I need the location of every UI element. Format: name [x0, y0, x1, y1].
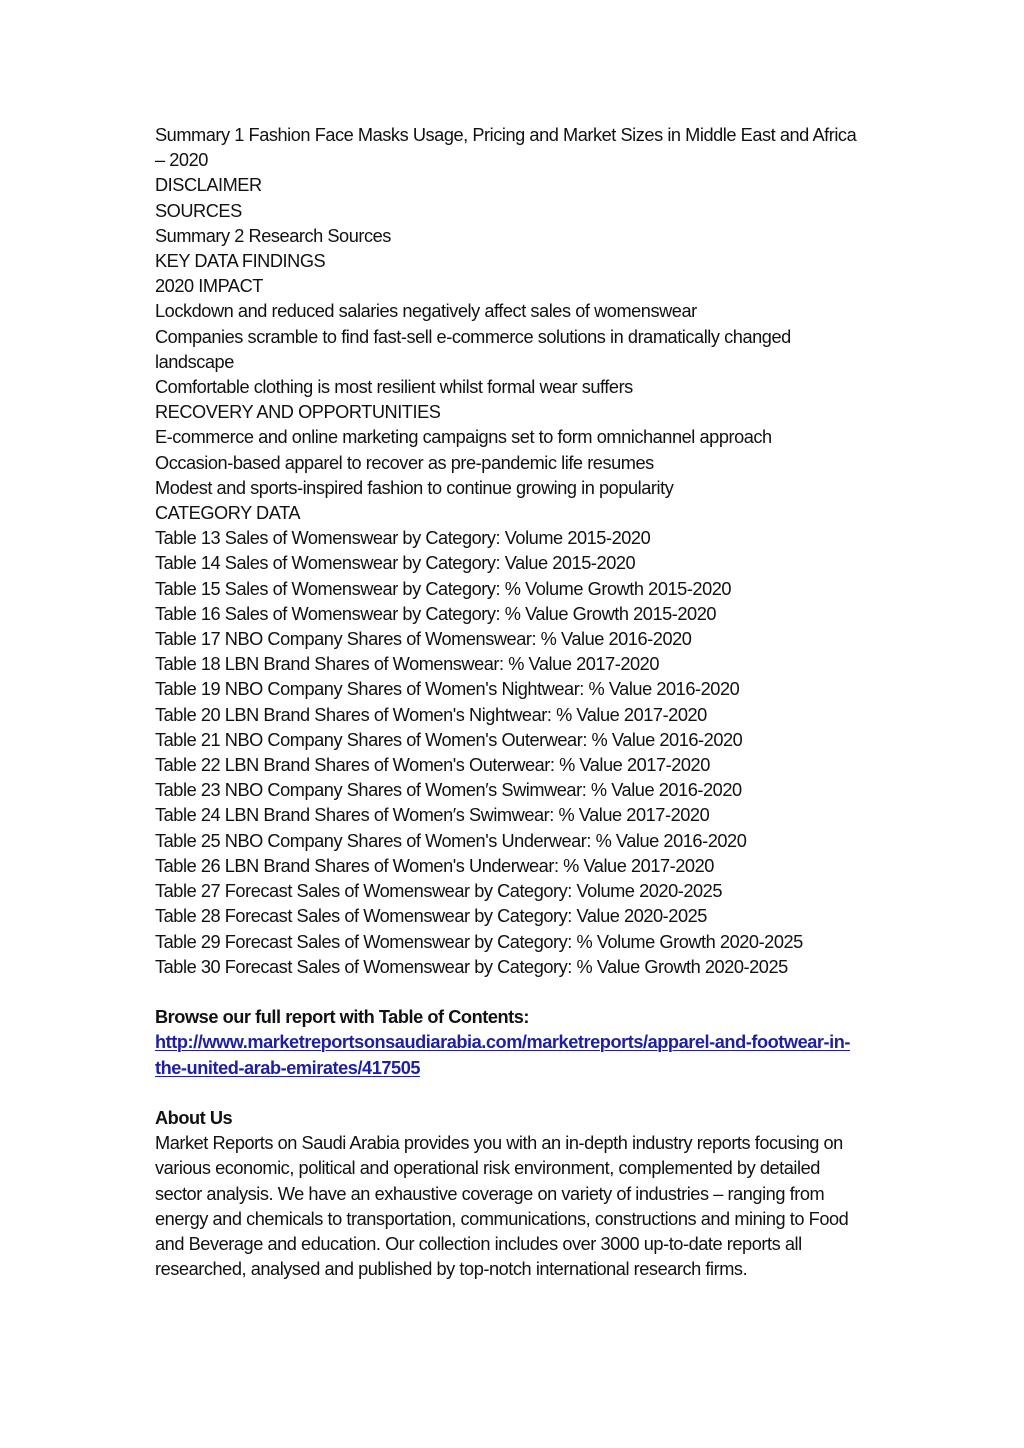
about-body-text: Market Reports on Saudi Arabia provides you with an in-depth industry reports focusing on various economic, political and operational risk environment, complemented by detailed sector analysis. We have an exhaustive coverage on variety of industries – ranging from energy and chemicals to transportation, communications, constructions and mining to Food and Beverage and education. Our collection includes over 3000 up-to-date reports all researched, analysed and published by top-notch international research firms. [155, 1133, 849, 1280]
about-heading: About Us [155, 1107, 233, 1128]
toc-category-data: CATEGORY DATA [155, 503, 301, 524]
toc-table-14: Table 14 Sales of Womenswear by Category: Value 2015-2020 [155, 553, 636, 574]
toc-disclaimer: DISCLAIMER [155, 175, 262, 196]
toc-recovery-and-opportunities: RECOVERY AND OPPORTUNITIES [155, 402, 441, 423]
toc-table-15: Table 15 Sales of Womenswear by Category: % Volume Growth 2015-2020 [155, 578, 732, 599]
toc-table-16: Table 16 Sales of Womenswear by Category: % Value Growth 2015-2020 [155, 603, 717, 624]
table-of-contents [155, 123, 865, 980]
toc-sources: SOURCES [155, 200, 242, 221]
toc-key-data-findings: KEY DATA FINDINGS [155, 251, 326, 272]
toc-table-26: Table 26 LBN Brand Shares of Women's Underwear: % Value 2017-2020 [155, 855, 714, 876]
document-page [155, 123, 865, 1282]
toc-table-23: Table 23 NBO Company Shares of Women′s Swimwear: % Value 2016-2020 [155, 780, 742, 801]
toc-table-24: Table 24 LBN Brand Shares of Women′s Swimwear: % Value 2017-2020 [155, 805, 710, 826]
toc-item: E-commerce and online marketing campaigns set to form omnichannel approach [155, 427, 772, 448]
spacer [155, 980, 865, 1005]
toc-item: Companies scramble to find fast-sell e-commerce solutions in dramatically changed landscape [155, 326, 791, 372]
toc-table-13: Table 13 Sales of Womenswear by Category: Volume 2015-2020 [155, 528, 651, 549]
toc-table-18: Table 18 LBN Brand Shares of Womenswear: % Value 2017-2020 [155, 654, 660, 675]
browse-section [155, 1005, 865, 1081]
toc-table-28: Table 28 Forecast Sales of Womenswear by Category: Value 2020-2025 [155, 906, 707, 927]
toc-2020-impact: 2020 IMPACT [155, 276, 263, 297]
browse-heading: Browse our full report with Table of Contents: [155, 1007, 530, 1028]
toc-item: Modest and sports-inspired fashion to continue growing in popularity [155, 477, 674, 498]
toc-table-17: Table 17 NBO Company Shares of Womenswear: % Value 2016-2020 [155, 629, 692, 650]
toc-table-30: Table 30 Forecast Sales of Womenswear by Category: % Value Growth 2020-2025 [155, 956, 788, 977]
toc-summary-1: Summary 1 Fashion Face Masks Usage, Pricing and Market Sizes in Middle East and Africa – 2020 [155, 125, 857, 171]
toc-item: Lockdown and reduced salaries negatively affect sales of womenswear [155, 301, 697, 322]
toc-table-27: Table 27 Forecast Sales of Womenswear by Category: Volume 2020-2025 [155, 881, 722, 902]
toc-table-22: Table 22 LBN Brand Shares of Women's Outerwear: % Value 2017-2020 [155, 755, 710, 776]
toc-table-19: Table 19 NBO Company Shares of Women's Nightwear: % Value 2016-2020 [155, 679, 740, 700]
toc-table-29: Table 29 Forecast Sales of Womenswear by Category: % Volume Growth 2020-2025 [155, 931, 803, 952]
toc-table-25: Table 25 NBO Company Shares of Women's Underwear: % Value 2016-2020 [155, 830, 747, 851]
toc-table-21: Table 21 NBO Company Shares of Women's Outerwear: % Value 2016-2020 [155, 729, 743, 750]
report-link[interactable]: http://www.marketreportsonsaudiarabia.com/marketreports/apparel-and-footwear-in-the-united-arab-emirates/417505 [155, 1032, 851, 1078]
toc-item: Occasion-based apparel to recover as pre-pandemic life resumes [155, 452, 654, 473]
about-section [155, 1106, 865, 1282]
toc-summary-2: Summary 2 Research Sources [155, 225, 391, 246]
toc-table-20: Table 20 LBN Brand Shares of Women's Nightwear: % Value 2017-2020 [155, 704, 707, 725]
spacer [155, 1081, 865, 1106]
toc-item: Comfortable clothing is most resilient whilst formal wear suffers [155, 377, 633, 398]
